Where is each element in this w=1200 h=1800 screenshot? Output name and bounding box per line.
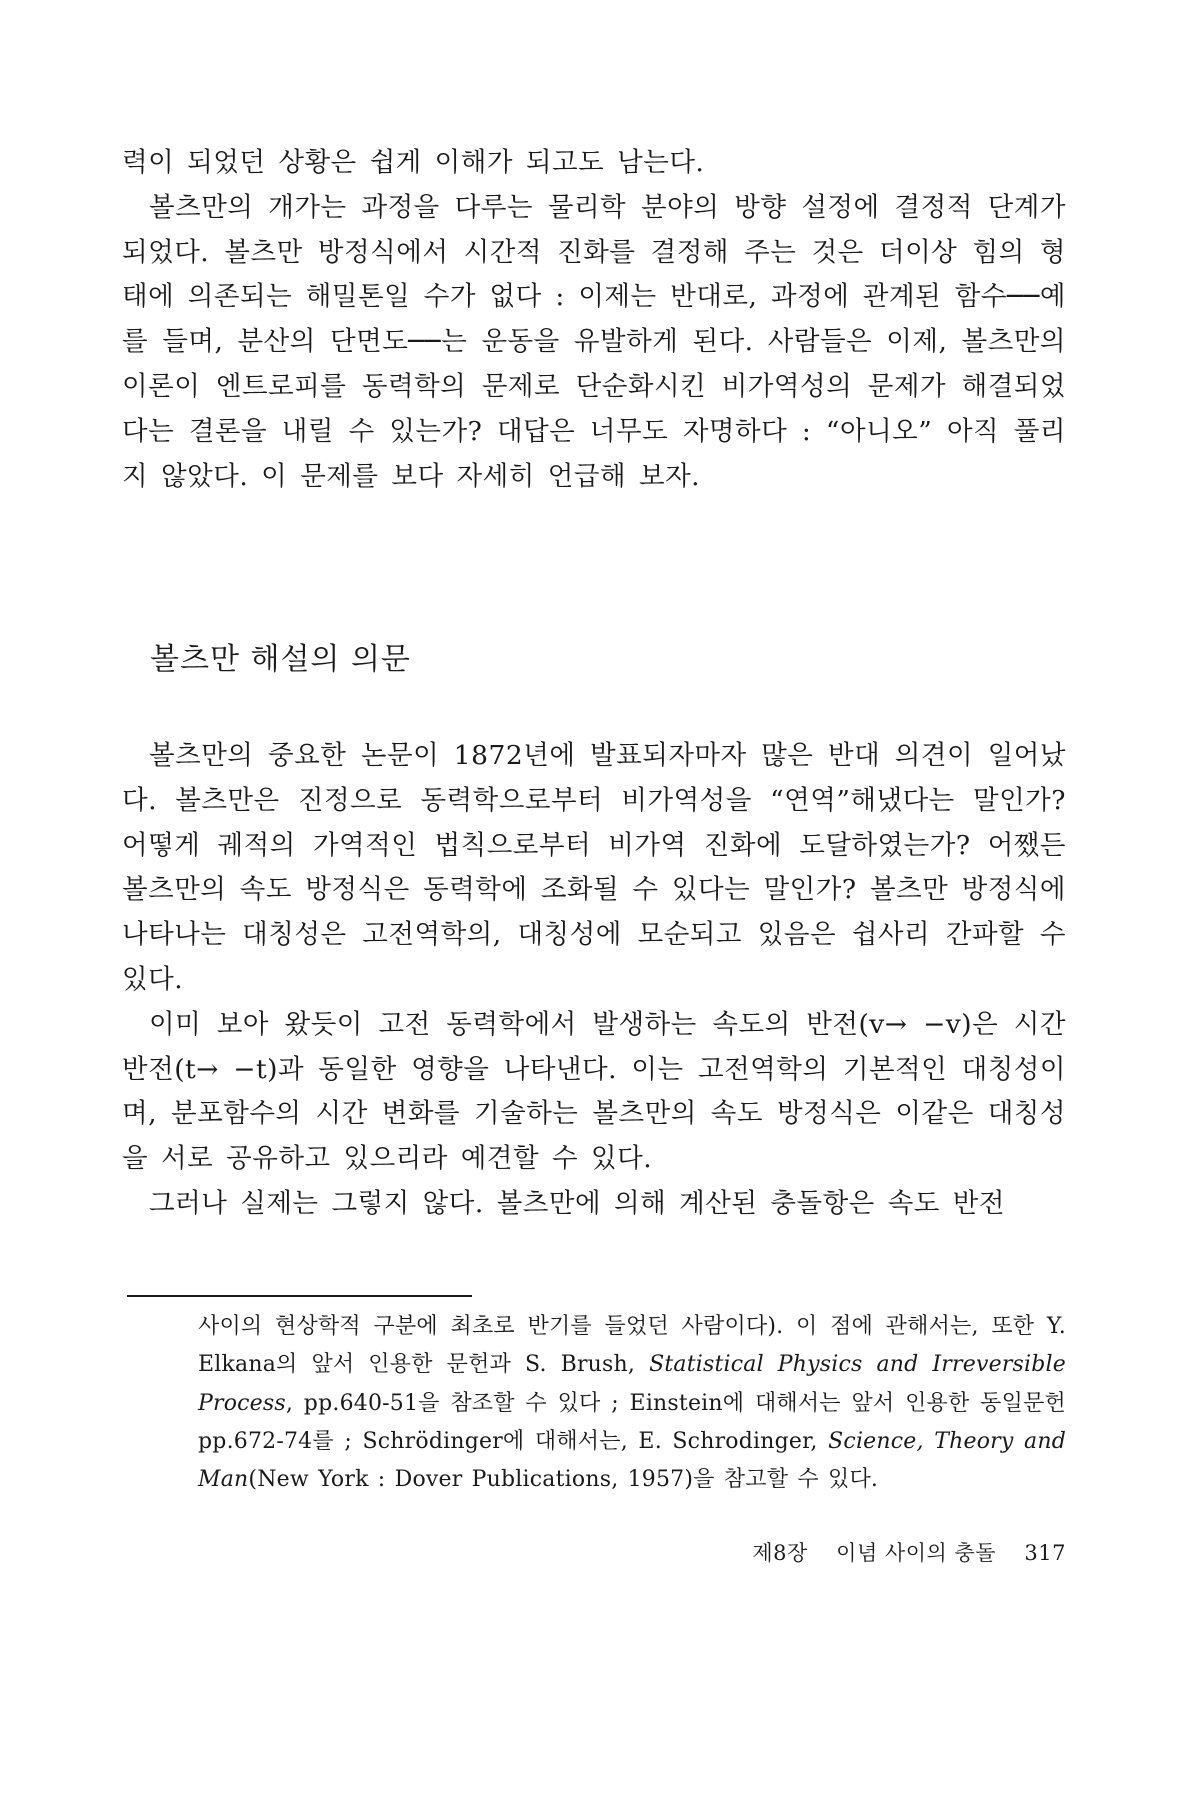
body-paragraph-continuation: 력이 되었던 상황은 쉽게 이해가 되고도 남는다. xyxy=(122,147,705,178)
footnote-divider xyxy=(127,1295,472,1297)
body-paragraph: 볼츠만의 개가는 과정을 다루는 물리학 분야의 방향 설정에 결정적 단계가 되었다. 볼츠만 방정식에서 시간적 진화를 결정해 주는 것은 더이상 힘의 형태에 의존되는 해밀톤일 수가 없다 : 이제는 반대로, 과정에 관계된 함수──예를 들며, 분산의 단면도──는 운동을 유발하게 된다. 사람들은 이제, 볼츠만의 이론이 엔트로피를 동력학의 문제로 단순화시킨 비가역성의 문제가 해결되었다는 결론을 내릴 수 있는가? 대답은 너무도 자명하다 : “아니오” 아직 풀리지 않았다. 이 문제를 보다 자세히 언급해 보자. xyxy=(122,191,1066,492)
running-footer xyxy=(752,1538,1066,1568)
body-paragraph: 이미 보아 왔듯이 고전 동력학에서 발생하는 속도의 반전(v→ −v)은 시간 반전(t→ −t)과 동일한 영향을 나타낸다. 이는 고전역학의 기본적인 대칭성이며, 분포함수의 시간 변화를 기술하는 볼츠만의 속도 방정식은 이같은 대칭성을 서로 공유하고 있으리라 예견할 수 있다. xyxy=(122,1008,1066,1175)
body-paragraph: 볼츠만의 중요한 논문이 1872년에 발표되자마자 많은 반대 의견이 일어났다. 볼츠만은 진정으로 동력학으로부터 비가역성을 “연역”해냈다는 말인가? 어떻게 궤적의 가역적인 법칙으로부터 비가역 진화에 도달하였는가? 어쨌든 볼츠만의 속도 방정식은 동력학에 조화될 수 있다는 말인가? 볼츠만 방정식에 나타나는 대칭성은 고전역학의, 대칭성에 모순되고 있음은 쉽사리 간파할 수 있다. xyxy=(122,740,1066,995)
footnote-text-part: , pp.640-51을 참조할 수 있다 ; Einstein에 대해서는 앞서 인용한 동일문헌 pp.672-74를 ; Schrödinger에 대해서는, E. Schrodinger, xyxy=(198,1390,1066,1454)
footnote-text-part: 사이의 현상학적 구분에 최초로 반기를 들었던 사람이다). 이 점에 관해서는, 또한 Y. Elkana의 앞서 인용한 문헌과 S. Brush, xyxy=(198,1314,1066,1378)
footnote-cited-title: Statistical Physics and Irreversible Process xyxy=(198,1352,1066,1416)
page-number: 317 xyxy=(1024,1541,1066,1565)
chapter-title: 이념 사이의 충돌 xyxy=(836,1541,997,1565)
footnote xyxy=(198,1308,1066,1499)
footnote-cited-title: Science, Theory and Man xyxy=(198,1428,1066,1493)
body-paragraph: 그러나 실제는 그렇지 않다. 볼츠만에 의해 계산된 충돌항은 속도 반전 xyxy=(149,1187,1006,1219)
section-text-block xyxy=(122,734,1066,1227)
chapter-label: 제8장 xyxy=(752,1541,808,1565)
section-heading: 볼츠만 해설의 의문 xyxy=(150,642,411,677)
top-text-block xyxy=(122,141,1066,499)
footnote-text xyxy=(198,1308,1066,1499)
footnote-text-part: (New York : Dover Publications, 1957)을 참고할 수 있다. xyxy=(248,1467,879,1493)
